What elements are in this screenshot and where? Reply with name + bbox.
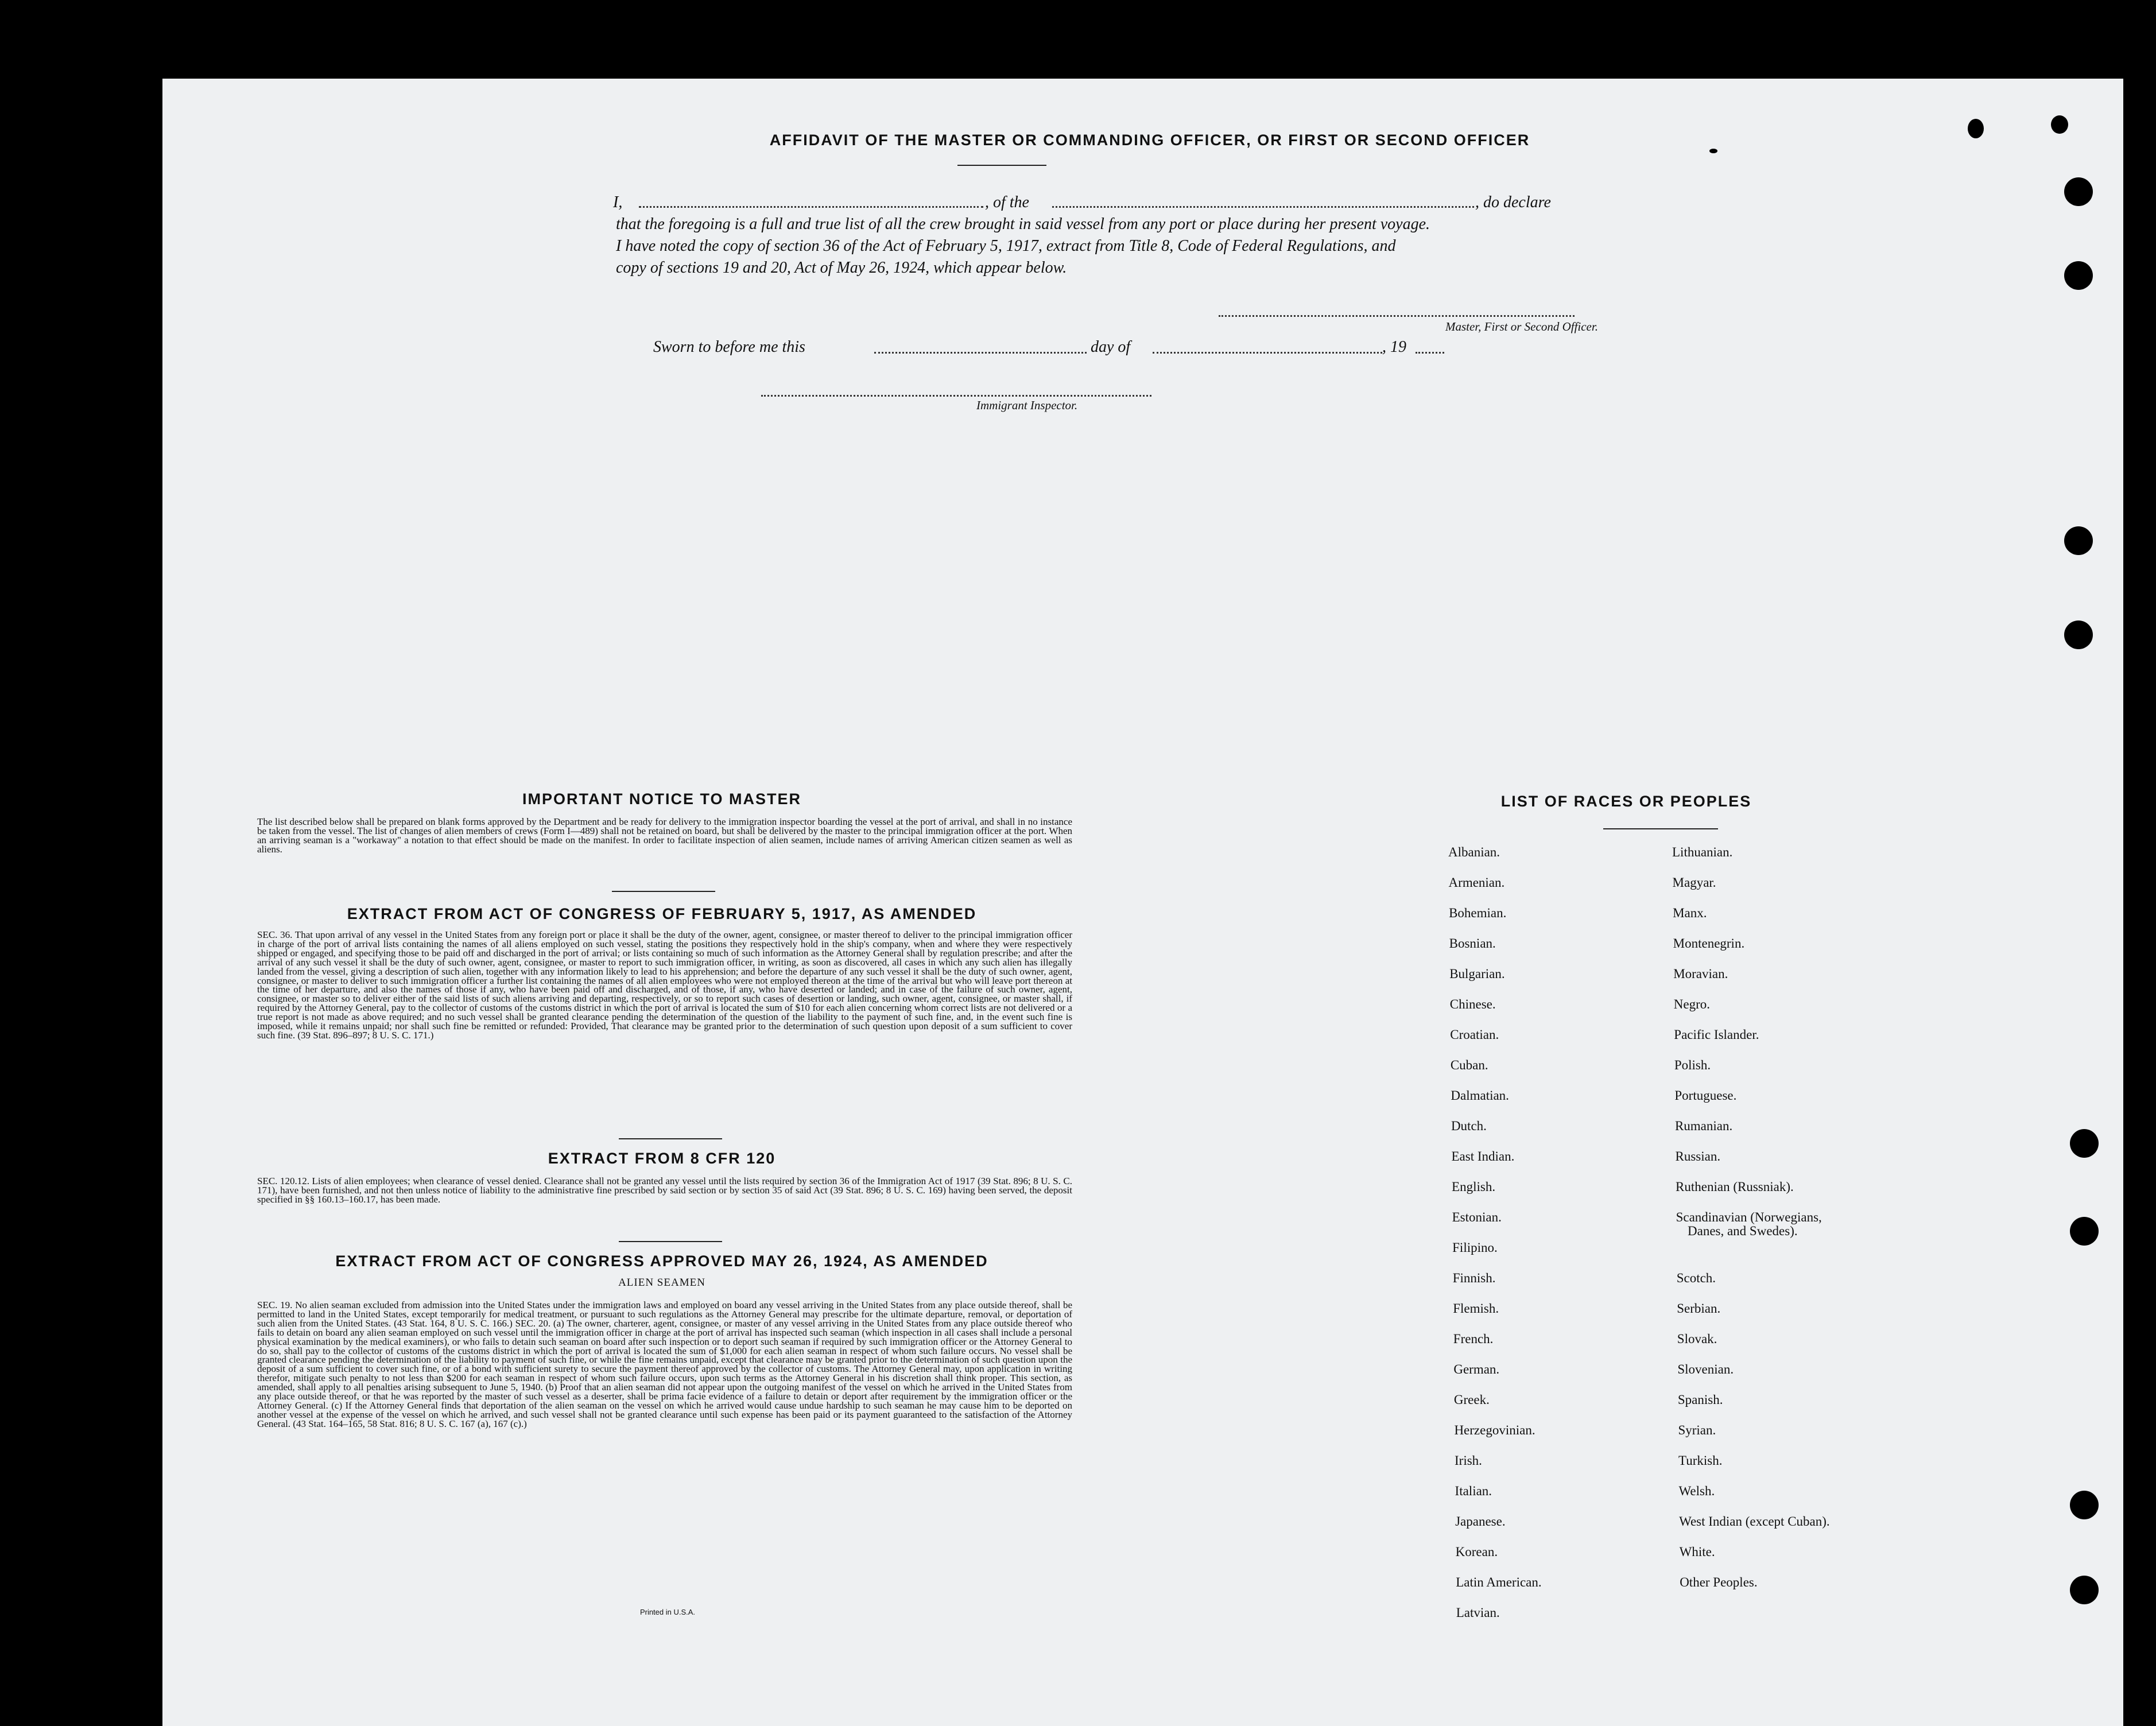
notice-text: The list described below shall be prepared on blank forms approved by the Department and be ready for delivery to the immigration inspector boarding the vessel at the port of arrival, and shall in no instance be taken from the vessel. The list of changes of alien members of crews (Form I—489) shall not be retained on board, but shall be delivered by the master to the principal immigration officer at the port. When an arriving seaman is a "workaway" a notation to that effect should be made on the manifest. In order to facilitate inspection of alien seamen, include names of arriving American citizen seamen as well as aliens. (257, 816, 1072, 855)
races-title-rule (1603, 828, 1718, 829)
race-item: Portuguese. (1674, 1088, 1737, 1103)
extract-1924-text: SEC. 19. No alien seaman excluded from admission into the United States under the immigration laws and employed on board any vessel arriving in the United States from any place outside thereof, shall be permitted to land in the United States, except temporarily for medical treatment, or pursuant to such regulations as the Attorney General may prescribe for the ultimate departure, removal, or deportation of such alien from the United States. (43 Stat. 164, 8 U. S. C. 166.) SEC. 20. (a) The owner, charterer, agent, consignee, or master of any vessel arriving in the United States from any place outside thereof who fails to detain on board any alien seaman employed on such vessel until the immigration officer in charge at the port of arrival has inspected such seaman (which inspection in all cases shall include a personal physical examination by the medical examiners), or who fails to detain such seaman on board after such inspection or to deport such seaman if required by such immigration officer or the Attorney General to do so, shall pay to the collector of customs of the customs district in which the port of arrival is located the sum of $1,000 for each alien seaman in respect of whom such failure occurs. No vessel shall be granted clearance pending the determination of the liability to payment of such fine, or while the fine remains unpaid, except that clearance may be granted prior to the determination of such question upon the deposit of a sum sufficient to cover such fine, or of a bond with sufficient surety to secure the payment thereof approved by the collector of customs. The Attorney General may, upon application in writing therefor, mitigate such penalty to not less than $200 for each seaman in respect of whom such failure occurs, upon such terms as the Attorney General in his discretion shall think proper. This section, as amended, shall apply to all penalties arising subsequent to June 5, 1940. (b) Proof that an alien seaman did not appear upon the outgoing manifest of the vessel on which he arrived in the United States from any place outside thereof, or that he was reported by the master of such vessel as a deserter, shall be prima facie evidence of a failure to detain or deport after requirement by the immigration officer or the Attorney General. (c) If the Attorney General finds that deportation of the alien seaman on the vessel on which he arrived would cause undue hardship to such seaman he may cause him to be deported on another vessel at the expense of the vessel on which he arrived, and such vessel shall not be granted clearance until such expense has been paid or its payment guaranteed to the satisfaction of the Attorney General. (43 Stat. 164–165, 58 Stat. 816; 8 U. S. C. 167 (a), 167 (c).) (257, 1300, 1072, 1429)
race-item: Pacific Islander. (1674, 1027, 1759, 1042)
ink-mark (2051, 115, 2068, 134)
binder-hole (2064, 620, 2093, 649)
race-item: Bulgarian. (1449, 967, 1505, 981)
race-item: Albanian. (1448, 845, 1500, 859)
race-item: Finnish. (1452, 1271, 1496, 1285)
race-item: Flemish. (1453, 1301, 1499, 1316)
race-item: French. (1453, 1332, 1494, 1346)
race-item: Serbian. (1677, 1301, 1721, 1316)
binder-hole (2070, 1576, 2099, 1604)
affidavit-line-3: I have noted the copy of section 36 of the Act of February 5, 1917, extract from Title 8, Code of Federal Regulations, and (616, 237, 1396, 255)
notice-rule (612, 891, 715, 892)
race-item: Montenegrin. (1673, 936, 1745, 951)
affidavit-line-4: copy of sections 19 and 20, Act of May 26, 1924, which appear below. (616, 259, 1067, 277)
race-item: Filipino. (1452, 1240, 1498, 1255)
race-item: Manx. (1673, 906, 1707, 920)
sworn-year-field[interactable] (1416, 352, 1444, 354)
race-item: Lithuanian. (1672, 845, 1733, 859)
race-item: Welsh. (1678, 1484, 1715, 1498)
race-item: Cuban. (1450, 1058, 1488, 1072)
race-item: Negro. (1673, 997, 1710, 1011)
inspector-label: Immigrant Inspector. (976, 398, 1078, 412)
affidavit-title: AFFIDAVIT OF THE MASTER OR COMMANDING OFFICER, OR FIRST OR SECOND OFFICER (769, 131, 1530, 149)
race-item: Korean. (1455, 1545, 1498, 1559)
race-item: Latin American. (1456, 1575, 1542, 1589)
race-item: West Indian (except Cuban). (1679, 1514, 1830, 1529)
sworn-day-field[interactable] (874, 352, 1087, 354)
race-item: Scandinavian (Norwegians, (1676, 1210, 1822, 1224)
race-item: Croatian. (1450, 1027, 1499, 1042)
race-item: East Indian. (1451, 1149, 1515, 1163)
printed-label: Printed in U.S.A. (639, 1608, 696, 1616)
ink-mark (1968, 119, 1984, 138)
race-item: Other Peoples. (1680, 1575, 1758, 1589)
extract-cfr-rule (619, 1241, 722, 1242)
race-item: Estonian. (1452, 1210, 1502, 1224)
race-item: Moravian. (1673, 967, 1728, 981)
sworn-label: Sworn to before me this (653, 338, 805, 356)
name-field[interactable] (639, 206, 983, 208)
affidavit-line-2: that the foregoing is a full and true list of all the crew brought in said vessel from any port or place during her present voyage. (616, 215, 1430, 233)
race-item: English. (1452, 1180, 1496, 1194)
race-item: Polish. (1674, 1058, 1711, 1072)
ink-mark (1709, 149, 1717, 153)
race-item: Scotch. (1676, 1271, 1716, 1285)
master-signature-label: Master, First or Second Officer. (1445, 320, 1598, 333)
race-item: Magyar. (1672, 875, 1716, 890)
race-item: Syrian. (1678, 1423, 1716, 1437)
extract-cfr-text: SEC. 120.12. Lists of alien employees; when clearance of vessel denied. Clearance shall not be granted any vessel until the lists required by section 36 of the Immigration Act of 1917 (39 Stat. 896; 8 U. S. C. 171), have been furnished, and not then unless notice of liability to the administrative fine prescribed by said section or by section 35 of said Act (39 Stat. 896; 8 U. S. C. 169) having been served, the deposit specified in §§ 160.13–160.17, has been made. (257, 1176, 1072, 1205)
extract-1924-title: EXTRACT FROM ACT OF CONGRESS APPROVED MAY 26, 1924, AS AMENDED (335, 1252, 988, 1270)
vessel-field[interactable] (1052, 206, 1474, 208)
inspector-signature-field[interactable] (761, 395, 1151, 397)
race-item: Slovenian. (1677, 1362, 1734, 1376)
race-item: Slovak. (1677, 1332, 1717, 1346)
race-item: Irish. (1455, 1453, 1482, 1468)
day-of-label: day of (1091, 338, 1131, 356)
race-item: Latvian. (1456, 1605, 1500, 1620)
race-item: German. (1453, 1362, 1500, 1376)
binder-hole (2064, 526, 2093, 555)
race-item: Herzegovinian. (1454, 1423, 1535, 1437)
race-item: Turkish. (1678, 1453, 1723, 1468)
race-item: Bohemian. (1449, 906, 1507, 920)
race-item: Japanese. (1455, 1514, 1506, 1529)
races-title: LIST OF RACES OR PEOPLES (1500, 793, 1752, 810)
race-item: Rumanian. (1674, 1119, 1733, 1133)
sworn-month-field[interactable] (1153, 352, 1382, 354)
race-item: Bosnian. (1449, 936, 1496, 951)
year-label: , 19 (1382, 338, 1406, 356)
do-declare-label: , do declare (1475, 193, 1551, 211)
notice-title: IMPORTANT NOTICE TO MASTER (522, 790, 801, 808)
race-item: Greek. (1453, 1393, 1490, 1407)
binder-hole (2064, 177, 2093, 206)
extract-1924-subtitle: ALIEN SEAMEN (618, 1277, 705, 1289)
extract-cfr-title: EXTRACT FROM 8 CFR 120 (548, 1150, 776, 1167)
binder-hole (2070, 1491, 2099, 1519)
binder-hole (2070, 1217, 2099, 1246)
extract-1917-text: SEC. 36. That upon arrival of any vessel in the United States from any foreign port or place it shall be the duty of the owner, agent, consignee, or master thereof to deliver to the principal immigration officer in charge of the port of arrival lists containing the names of all aliens employed on such vessel, stating the positions they respectively hold in the ship's company, when and where they were respectively shipped or engaged, and specifying those to be paid off and discharged in the port of arrival; or lists containing so much of such information as the Attorney General shall by regulation prescribe; and after the arrival of any such vessel it shall be the duty of such owner, agent, consignee, or master to report to such immigration officer, in writing, as soon as discovered, all cases in which any such alien has illegally landed from the vessel, giving a description of such alien, together with any information likely to lead to his apprehension; and before the departure of any such vessel it shall be the duty of such owner, agent, consignee, or master to deliver to such immigration officer a further list containing the names of all alien employees who were not employed thereon at the time of the arrival but who will leave port thereon at the time of her departure, and also the names of those if any, who have been paid off and discharged, and of those, if any, who have deserted or landed; and in case of the failure of such owner, agent, consignee, or master so to deliver either of the said lists of such aliens arriving and departing, respectively, or so to report such cases of desertion or landing, such owner, agent, consignee, or master shall, if required by the Attorney General, pay to the collector of customs of the customs district in which the port of arrival is located the sum of $10 for each alien concerning whom correct lists are not delivered or a true report is not made as above required; and no such vessel shall be granted clearance pending the determination of the question of the liability to the payment of such fine, and, in the event such fine is imposed, while it remains unpaid; nor shall such fine be remitted or refunded: Provided, That clearance may be granted prior to the determination of such question upon deposit of a sum sufficient to cover such fine. (39 Stat. 896–897; 8 U. S. C. 171.) (257, 929, 1072, 1041)
race-item: Italian. (1455, 1484, 1492, 1498)
race-item: Dalmatian. (1451, 1088, 1509, 1103)
of-the-label: , of the (985, 193, 1029, 211)
race-item: Dutch. (1451, 1119, 1487, 1133)
race-item: Armenian. (1448, 875, 1505, 890)
race-item: Chinese. (1449, 997, 1496, 1011)
affidavit-title-rule (957, 165, 1046, 166)
race-item: White. (1679, 1545, 1715, 1559)
race-item: Ruthenian (Russniak). (1676, 1180, 1794, 1194)
document-page (162, 79, 2123, 1726)
race-item: Spanish. (1677, 1393, 1723, 1407)
binder-hole (2064, 261, 2093, 290)
extract-1917-title: EXTRACT FROM ACT OF CONGRESS OF FEBRUARY 5, 1917, AS AMENDED (347, 905, 977, 922)
i-label: I, (613, 193, 623, 211)
binder-hole (2070, 1129, 2099, 1158)
race-item: Danes, and Swedes). (1688, 1224, 1798, 1238)
extract-1917-rule (619, 1138, 722, 1139)
master-signature-field[interactable] (1219, 315, 1575, 317)
race-item: Russian. (1675, 1149, 1721, 1163)
